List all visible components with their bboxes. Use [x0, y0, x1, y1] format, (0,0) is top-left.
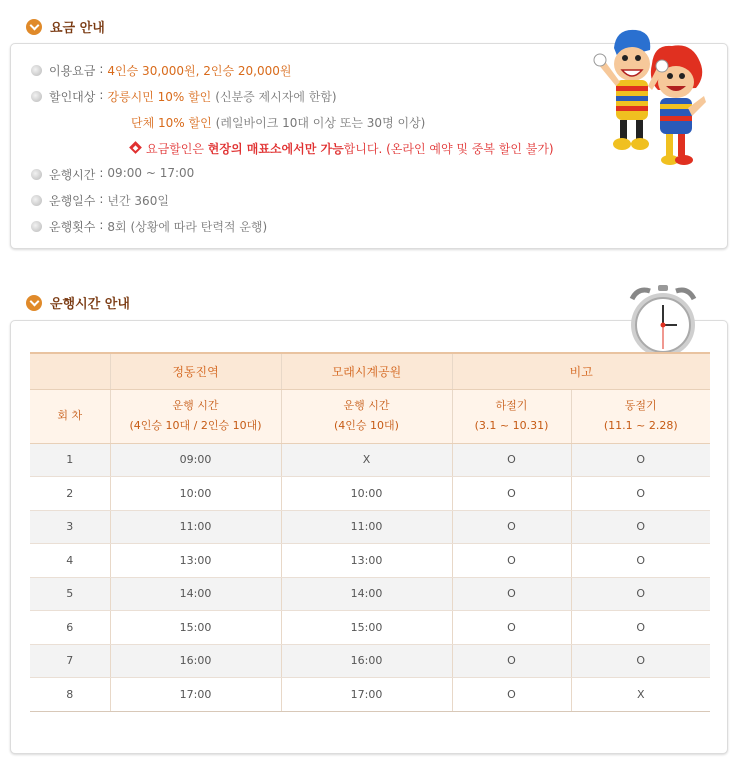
cell-time-b: 10:00 — [281, 477, 452, 511]
fee-days-value: 년간 360일 — [107, 194, 169, 208]
header-winter-label: 동절기 — [624, 399, 657, 412]
fee-hours-row: 운행시간 : 09:00 ~ 17:00 — [31, 166, 727, 192]
header-summer-sub: (3.1 ~ 10.31) — [474, 419, 549, 432]
cell-summer: O — [452, 510, 571, 544]
cell-time-b: 17:00 — [281, 678, 452, 712]
alarm-clock-icon — [622, 283, 704, 355]
table-row — [30, 678, 710, 712]
fee-price-key: 이용요금 — [49, 64, 96, 78]
cell-time-b: 13:00 — [281, 544, 452, 578]
cell-time-a: 14:00 — [110, 577, 281, 611]
cell-summer: O — [452, 577, 571, 611]
fee-runs-value: 8회 (상황에 따라 탄력적 운행) — [107, 220, 268, 234]
cell-winter: O — [571, 510, 710, 544]
header-blank — [30, 353, 110, 389]
schedule-table — [30, 352, 710, 712]
fee-days-key: 운행일수 — [49, 194, 96, 208]
cell-round: 6 — [30, 611, 110, 645]
cell-time-a: 11:00 — [110, 510, 281, 544]
header-winter — [571, 389, 710, 443]
cell-time-b: 15:00 — [281, 611, 452, 645]
cell-summer: O — [452, 443, 571, 477]
header-summer — [452, 389, 571, 443]
cell-summer: O — [452, 644, 571, 678]
cell-round: 1 — [30, 443, 110, 477]
fee-hours-key: 운행시간 — [49, 168, 96, 182]
header-time-a — [110, 389, 281, 443]
table-row — [30, 477, 710, 511]
header-time-b — [281, 389, 452, 443]
fee-section-label: 요금 안내 — [50, 21, 105, 36]
cell-summer: O — [452, 678, 571, 712]
table-row — [30, 577, 710, 611]
cell-summer: O — [452, 611, 571, 645]
cell-winter: O — [571, 443, 710, 477]
cell-winter: O — [571, 577, 710, 611]
fee-runs-row: 운행횟수 : 8회 (상황에 따라 탄력적 운행) — [31, 218, 727, 244]
mascot-illustration — [592, 24, 710, 172]
header-time-b-label: 운행 시간 — [343, 399, 390, 412]
fee-group-discount-note: (레일바이크 10대 이상 또는 30명 이상) — [215, 116, 426, 130]
fee-hours-value: 09:00 ~ 17:00 — [107, 166, 195, 180]
header-remarks: 비고 — [452, 353, 710, 389]
header-summer-label: 하절기 — [495, 399, 528, 412]
cell-round: 4 — [30, 544, 110, 578]
cell-time-a: 13:00 — [110, 544, 281, 578]
cell-time-a: 09:00 — [110, 443, 281, 477]
fee-days-row: 운행일수 : 년간 360일 — [31, 192, 727, 218]
cell-time-a: 16:00 — [110, 644, 281, 678]
cell-time-a: 15:00 — [110, 611, 281, 645]
header-station-b: 모래시계공원 — [281, 353, 452, 389]
fee-runs-key: 운행횟수 — [49, 220, 96, 234]
cell-time-a: 10:00 — [110, 477, 281, 511]
cell-winter: X — [571, 678, 710, 712]
fee-price-value: 4인승 30,000원, 2인승 20,000원 — [107, 64, 292, 78]
cell-round: 8 — [30, 678, 110, 712]
cell-time-a: 17:00 — [110, 678, 281, 712]
schedule-section-title — [26, 293, 130, 312]
bullet-icon — [31, 91, 42, 102]
header-winter-sub: (11.1 ~ 2.28) — [603, 419, 678, 432]
cell-round: 7 — [30, 644, 110, 678]
table-row — [30, 510, 710, 544]
cell-winter: O — [571, 611, 710, 645]
chevron-down-icon — [26, 295, 42, 311]
cell-summer: O — [452, 477, 571, 511]
table-row — [30, 611, 710, 645]
bullet-icon — [31, 195, 42, 206]
notice-bold: 현장의 매표소에서만 가능 — [207, 142, 344, 156]
fee-discount-key: 할인대상 — [49, 90, 96, 104]
fee-group-discount-value: 단체 10% 할인 — [131, 116, 212, 130]
cell-round: 2 — [30, 477, 110, 511]
cell-time-b: 14:00 — [281, 577, 452, 611]
cell-time-b: 16:00 — [281, 644, 452, 678]
schedule-section-label: 운행시간 안내 — [50, 297, 130, 312]
table-header-row-2 — [30, 389, 710, 443]
notice-prefix: 요금할인은 — [146, 142, 204, 156]
header-round: 회 차 — [30, 389, 110, 443]
header-time-a-label: 운행 시간 — [172, 399, 219, 412]
notice-suffix: 합니다. (온라인 예약 및 중복 할인 불가) — [343, 142, 554, 156]
table-header-row-1 — [30, 353, 710, 389]
cell-round: 5 — [30, 577, 110, 611]
cell-time-b: 11:00 — [281, 510, 452, 544]
table-row — [30, 443, 710, 477]
fee-discount-value: 강릉시민 10% 할인 — [107, 90, 212, 104]
fee-discount-note: (신분증 제시자에 한함) — [215, 90, 337, 104]
fee-section-title — [26, 17, 105, 36]
cell-winter: O — [571, 644, 710, 678]
diamond-icon — [129, 141, 142, 154]
bullet-icon — [31, 65, 42, 76]
chevron-down-icon — [26, 19, 42, 35]
cell-time-b: X — [281, 443, 452, 477]
cell-winter: O — [571, 477, 710, 511]
cell-round: 3 — [30, 510, 110, 544]
mascot-blue-hair — [594, 30, 668, 150]
bullet-icon — [31, 169, 42, 180]
header-station-a: 정동진역 — [110, 353, 281, 389]
header-time-b-sub: (4인승 10대) — [334, 419, 399, 432]
fee-price-row: 이용요금 : 4인승 30,000원, 2인승 20,000원 — [31, 62, 727, 88]
fee-discount-row: 할인대상 : 강릉시민 10% 할인 (신분증 제시자에 한함) — [31, 88, 727, 114]
bullet-icon — [31, 221, 42, 232]
header-time-a-sub: (4인승 10대 / 2인승 10대) — [129, 419, 262, 432]
cell-summer: O — [452, 544, 571, 578]
table-row — [30, 544, 710, 578]
table-row — [30, 644, 710, 678]
cell-winter: O — [571, 544, 710, 578]
